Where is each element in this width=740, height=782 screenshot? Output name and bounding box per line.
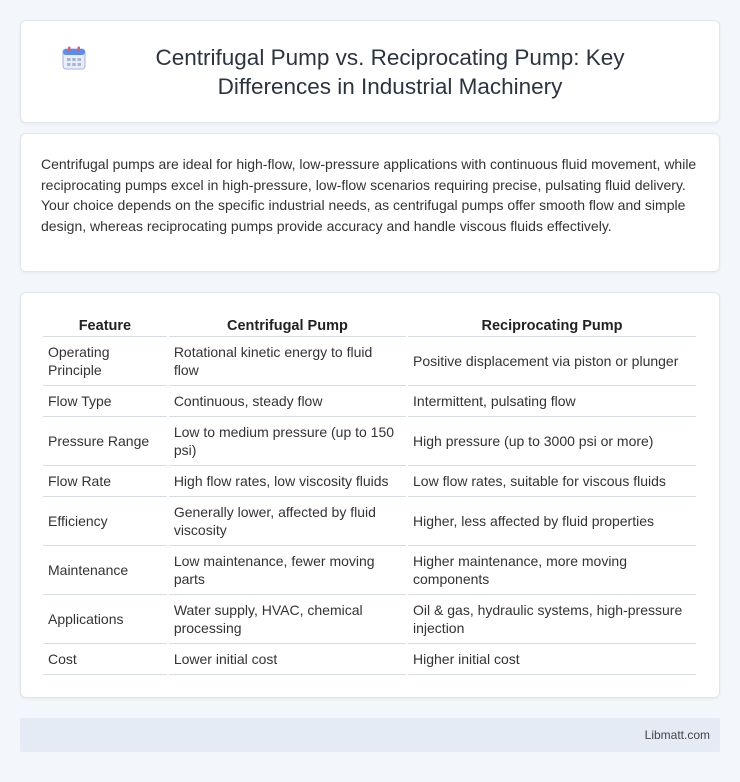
reciprocating-cell: High pressure (up to 3000 psi or more) bbox=[408, 417, 696, 466]
comparison-table bbox=[41, 313, 698, 675]
calendar-icon bbox=[61, 45, 87, 71]
header-feature: Feature bbox=[43, 313, 167, 337]
table-row bbox=[43, 417, 696, 466]
centrifugal-cell: Continuous, steady flow bbox=[169, 386, 406, 417]
feature-cell: Applications bbox=[43, 595, 167, 644]
centrifugal-cell: Water supply, HVAC, chemical processing bbox=[169, 595, 406, 644]
footer-site-link[interactable]: Libmatt.com bbox=[644, 728, 710, 742]
table-row bbox=[43, 546, 696, 595]
table-row bbox=[43, 497, 696, 546]
centrifugal-cell: Generally lower, affected by fluid viscosity bbox=[169, 497, 406, 546]
table-row bbox=[43, 386, 696, 417]
page-title: Centrifugal Pump vs. Reciprocating Pump: Key Differences in Industrial Machinery bbox=[155, 44, 625, 99]
table-row bbox=[43, 337, 696, 386]
reciprocating-cell: Positive displacement via piston or plunger bbox=[408, 337, 696, 386]
reciprocating-cell: Higher initial cost bbox=[408, 644, 696, 675]
footer bbox=[20, 718, 720, 752]
centrifugal-cell: Low maintenance, fewer moving parts bbox=[169, 546, 406, 595]
title-card bbox=[20, 20, 720, 123]
centrifugal-cell: Lower initial cost bbox=[169, 644, 406, 675]
centrifugal-cell: Low to medium pressure (up to 150 psi) bbox=[169, 417, 406, 466]
reciprocating-cell: Oil & gas, hydraulic systems, high-pressure injection bbox=[408, 595, 696, 644]
table-row bbox=[43, 644, 696, 675]
header-reciprocating: Reciprocating Pump bbox=[408, 313, 696, 337]
reciprocating-cell: Higher maintenance, more moving components bbox=[408, 546, 696, 595]
reciprocating-cell: Low flow rates, suitable for viscous fluids bbox=[408, 466, 696, 497]
table-row bbox=[43, 466, 696, 497]
summary-card bbox=[20, 133, 720, 272]
centrifugal-cell: High flow rates, low viscosity fluids bbox=[169, 466, 406, 497]
table-row bbox=[43, 595, 696, 644]
feature-cell: Maintenance bbox=[43, 546, 167, 595]
header-centrifugal: Centrifugal Pump bbox=[169, 313, 406, 337]
reciprocating-cell: Intermittent, pulsating flow bbox=[408, 386, 696, 417]
feature-cell: Flow Type bbox=[43, 386, 167, 417]
reciprocating-cell: Higher, less affected by fluid properties bbox=[408, 497, 696, 546]
summary-paragraph: Centrifugal pumps are ideal for high-flow, low-pressure applications with continuous fluid movement, while reciprocating pumps excel in high-pressure, low-flow scenarios requiring precise, pulsating fluid delivery. Your choice depends on the specific industrial needs, as centrifugal pumps offer smooth flow and simple design, whereas reciprocating pumps provide accuracy and handle viscous fluids effectively. bbox=[41, 156, 697, 234]
feature-cell: Flow Rate bbox=[43, 466, 167, 497]
table-header-row bbox=[43, 313, 696, 337]
centrifugal-cell: Rotational kinetic energy to fluid flow bbox=[169, 337, 406, 386]
feature-cell: Cost bbox=[43, 644, 167, 675]
feature-cell: Operating Principle bbox=[43, 337, 167, 386]
feature-cell: Pressure Range bbox=[43, 417, 167, 466]
feature-cell: Efficiency bbox=[43, 497, 167, 546]
title-wrap bbox=[21, 43, 719, 101]
comparison-table-card bbox=[20, 292, 720, 698]
